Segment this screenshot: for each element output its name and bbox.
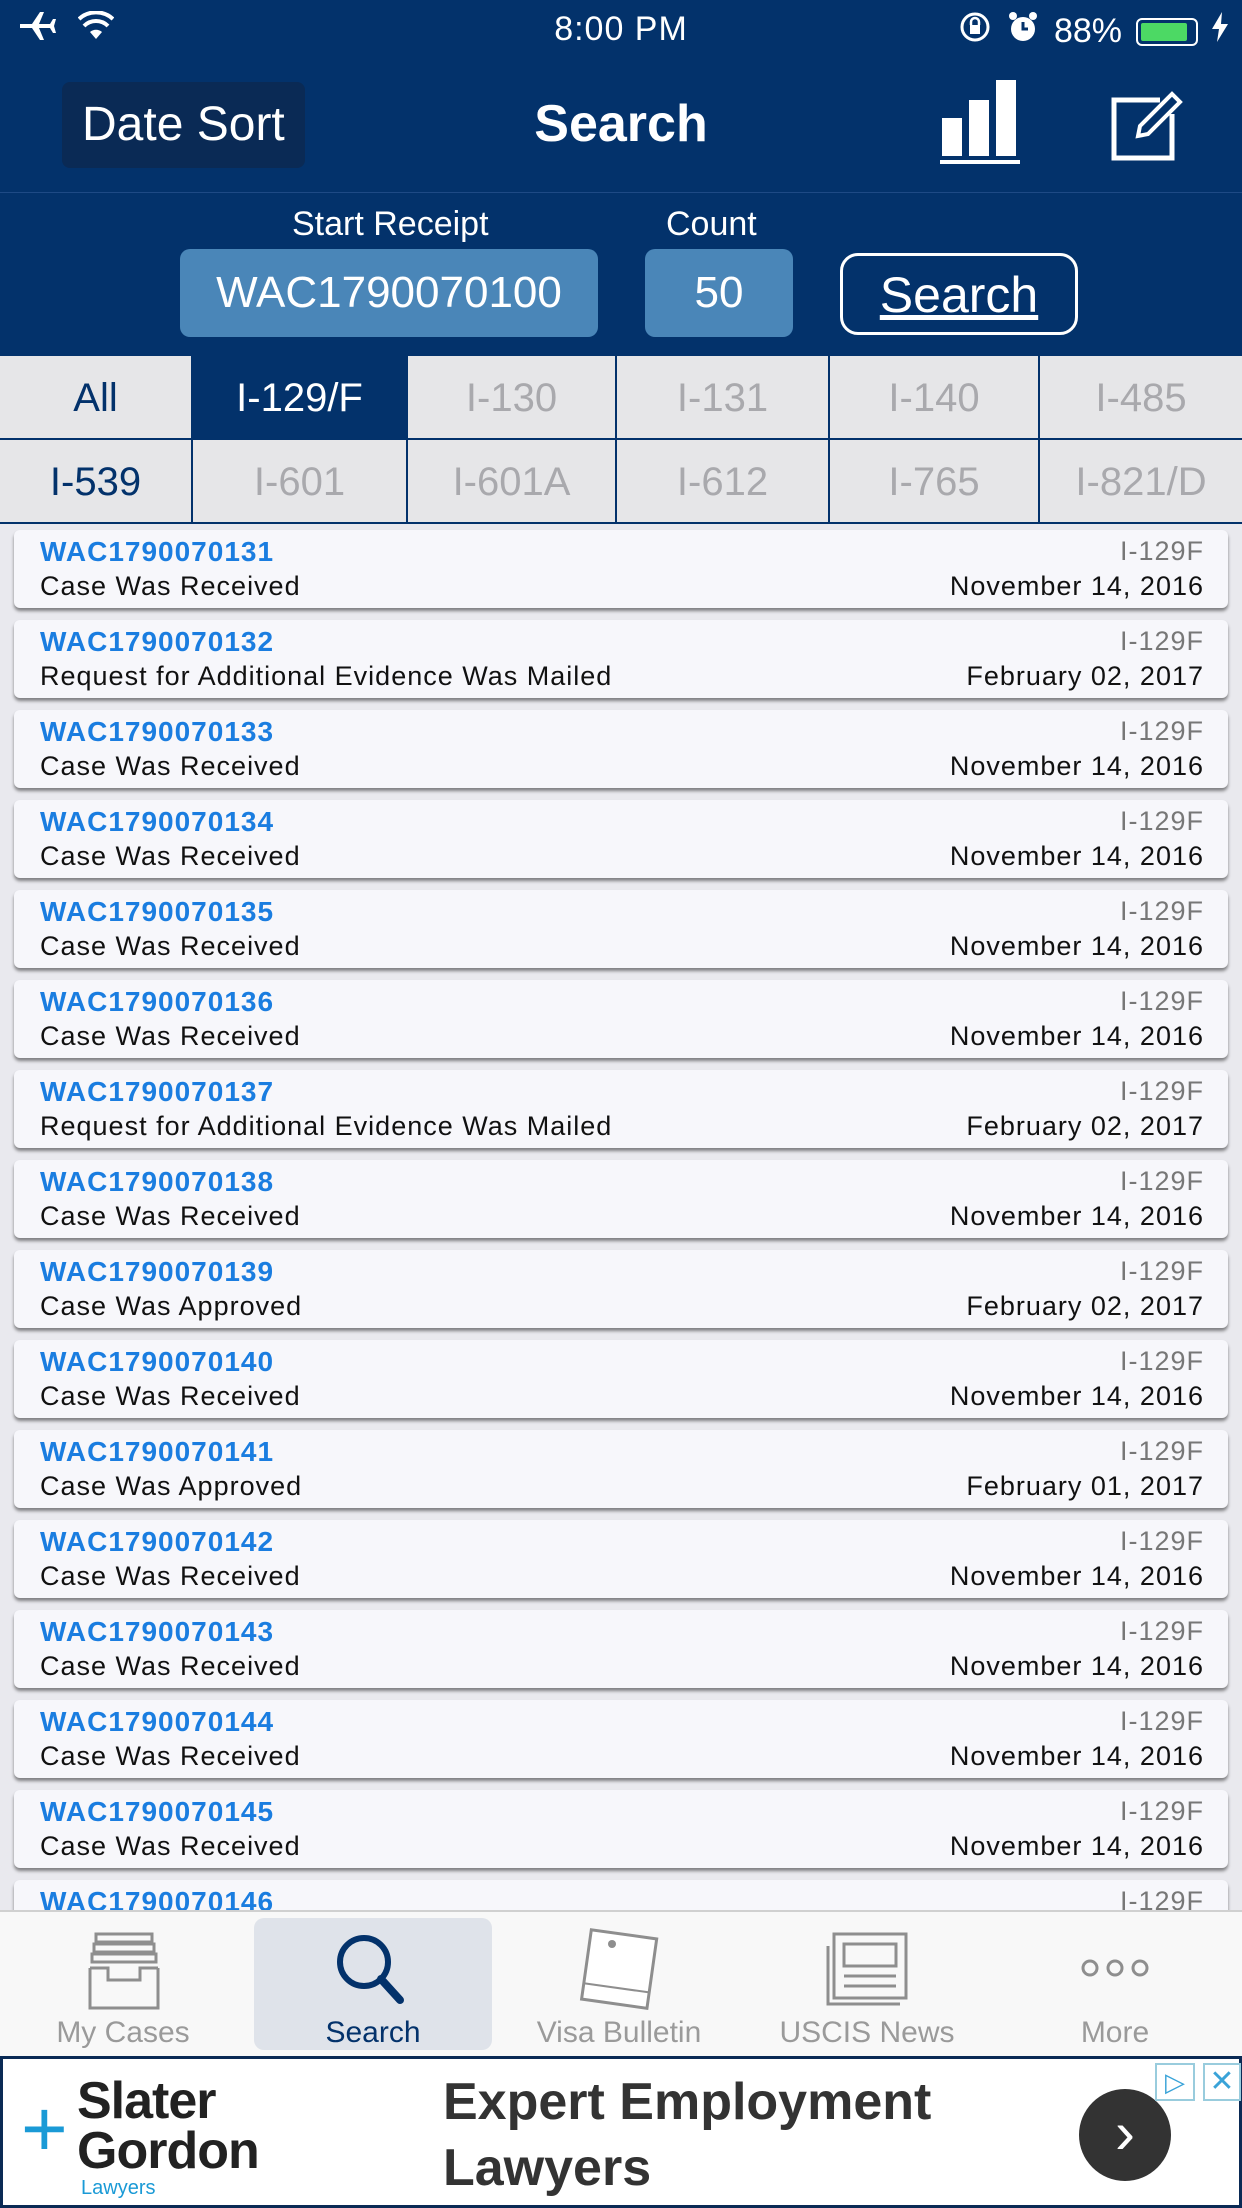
- case-form-type: I-129F: [1119, 1166, 1204, 1196]
- case-form-type: I-129F: [1119, 1256, 1204, 1286]
- ad-brand-line1: Slater: [77, 2072, 216, 2130]
- count-input[interactable]: 50: [645, 249, 793, 337]
- navigation-bar: [0, 60, 1242, 192]
- tab-i-129f[interactable]: I-129/F: [193, 356, 408, 440]
- case-row[interactable]: [14, 1520, 1228, 1598]
- case-row[interactable]: [14, 1160, 1228, 1238]
- tabbar-label: USCIS News: [779, 2016, 955, 2049]
- note-icon: [500, 1928, 738, 2012]
- tab-i-612[interactable]: I-612: [617, 440, 830, 524]
- edit-icon[interactable]: [1110, 86, 1186, 162]
- case-date: February 02, 2017: [966, 661, 1204, 691]
- tab-i-131[interactable]: I-131: [617, 356, 830, 440]
- case-form-type: I-129F: [1119, 1076, 1204, 1106]
- case-receipt-number: WAC1790070146: [40, 1886, 275, 1910]
- magnifier-icon: [254, 1928, 492, 2012]
- tabbar-label: My Cases: [56, 2016, 190, 2049]
- case-row[interactable]: [14, 800, 1228, 878]
- case-form-type: I-129F: [1119, 716, 1204, 746]
- case-row[interactable]: [14, 980, 1228, 1058]
- date-sort-button[interactable]: Date Sort: [62, 82, 305, 168]
- case-receipt-number: WAC1790070133: [40, 716, 275, 747]
- case-date: February 01, 2017: [966, 1471, 1204, 1501]
- case-status: Case Was Approved: [40, 1471, 303, 1501]
- case-date: November 14, 2016: [949, 1201, 1204, 1231]
- case-date: November 14, 2016: [949, 841, 1204, 871]
- tabbar-my-cases[interactable]: [4, 1918, 242, 2050]
- case-status: Case Was Received: [40, 1831, 301, 1861]
- rotation-lock-icon: [958, 10, 992, 53]
- case-date: November 14, 2016: [949, 751, 1204, 781]
- case-form-type: I-129F: [1119, 896, 1204, 926]
- status-time: 8:00 PM: [554, 10, 688, 48]
- case-row[interactable]: [14, 1340, 1228, 1418]
- battery-icon: [1136, 18, 1198, 46]
- adchoices-icon[interactable]: ▷: [1155, 2063, 1195, 2101]
- case-form-type: I-129F: [1119, 1796, 1204, 1826]
- start-receipt-label: Start Receipt: [292, 205, 489, 243]
- tab-i-140[interactable]: I-140: [830, 356, 1040, 440]
- case-receipt-number: WAC1790070136: [40, 986, 275, 1017]
- case-row[interactable]: [14, 1790, 1228, 1868]
- case-row[interactable]: [14, 710, 1228, 788]
- tab-i-485[interactable]: I-485: [1040, 356, 1242, 440]
- battery-percent: 88%: [1053, 12, 1122, 50]
- alarm-icon: [1006, 10, 1040, 53]
- case-status: Request for Additional Evidence Was Mailed: [40, 1111, 613, 1141]
- close-icon[interactable]: ✕: [1203, 2063, 1241, 2101]
- case-date: November 14, 2016: [949, 1651, 1204, 1681]
- case-list[interactable]: [0, 526, 1242, 1910]
- case-receipt-number: WAC1790070132: [40, 626, 275, 657]
- case-row[interactable]: [14, 1880, 1228, 1910]
- case-status: Case Was Received: [40, 1201, 301, 1231]
- case-status: Case Was Received: [40, 1561, 301, 1591]
- tabbar-label: Search: [325, 2016, 421, 2049]
- case-row[interactable]: [14, 890, 1228, 968]
- tab-i-601[interactable]: I-601: [193, 440, 408, 524]
- case-status: Case Was Received: [40, 751, 301, 781]
- case-form-type: I-129F: [1119, 1526, 1204, 1556]
- case-receipt-number: WAC1790070140: [40, 1346, 275, 1377]
- bar-chart-icon[interactable]: [940, 78, 1020, 164]
- case-status: Case Was Received: [40, 1021, 301, 1051]
- case-form-type: I-129F: [1119, 1436, 1204, 1466]
- inbox-tray-icon: [4, 1928, 242, 2012]
- case-date: November 14, 2016: [949, 1021, 1204, 1051]
- case-status: Case Was Received: [40, 931, 301, 961]
- case-status: Case Was Received: [40, 841, 301, 871]
- case-form-type: I-129F: [1119, 1706, 1204, 1736]
- case-receipt-number: WAC1790070144: [40, 1706, 275, 1737]
- case-form-type: I-129F: [1119, 806, 1204, 836]
- case-receipt-number: WAC1790070135: [40, 896, 275, 927]
- case-receipt-number: WAC1790070145: [40, 1796, 275, 1827]
- case-receipt-number: WAC1790070138: [40, 1166, 275, 1197]
- case-receipt-number: WAC1790070141: [40, 1436, 275, 1467]
- newspaper-icon: [748, 1928, 986, 2012]
- case-date: November 14, 2016: [949, 571, 1204, 601]
- tabbar-more[interactable]: [996, 1918, 1234, 2050]
- bottom-tab-bar: [0, 1910, 1242, 2056]
- chevron-right-icon[interactable]: ›: [1079, 2089, 1171, 2181]
- case-form-type: I-129F: [1119, 626, 1204, 656]
- case-receipt-number: WAC1790070134: [40, 806, 275, 837]
- case-row[interactable]: [14, 1700, 1228, 1778]
- case-form-type: I-129F: [1119, 986, 1204, 1016]
- case-row[interactable]: [14, 620, 1228, 698]
- case-form-type: I-129F: [1119, 536, 1204, 566]
- ad-brand-line2: Gordon: [77, 2122, 259, 2180]
- tabbar-label: More: [1080, 2016, 1150, 2049]
- case-form-type: I-129F: [1119, 1886, 1204, 1910]
- case-form-type: I-129F: [1119, 1616, 1204, 1646]
- tab-i-130[interactable]: I-130: [408, 356, 617, 440]
- case-row[interactable]: [14, 530, 1228, 608]
- case-date: November 14, 2016: [949, 1831, 1204, 1861]
- case-receipt-number: WAC1790070131: [40, 536, 275, 567]
- case-row[interactable]: [14, 1610, 1228, 1688]
- case-date: February 02, 2017: [966, 1291, 1204, 1321]
- case-form-type: I-129F: [1119, 1346, 1204, 1376]
- tab-i-765[interactable]: I-765: [830, 440, 1040, 524]
- case-status: Case Was Received: [40, 571, 301, 601]
- case-row[interactable]: [14, 1250, 1228, 1328]
- case-status: Case Was Received: [40, 1651, 301, 1681]
- case-status: Request for Additional Evidence Was Mailed: [40, 661, 613, 691]
- case-receipt-number: WAC1790070143: [40, 1616, 275, 1647]
- case-date: November 14, 2016: [949, 931, 1204, 961]
- tabbar-uscis-news[interactable]: [748, 1918, 986, 2050]
- case-date: November 14, 2016: [949, 1561, 1204, 1591]
- form-type-tabs: [0, 356, 1242, 524]
- tabbar-label: Visa Bulletin: [536, 2016, 702, 2049]
- case-row[interactable]: [14, 1430, 1228, 1508]
- tab-all[interactable]: All: [0, 356, 193, 440]
- case-status: Case Was Received: [40, 1741, 301, 1771]
- charging-bolt-icon: [1212, 12, 1228, 51]
- case-date: February 02, 2017: [966, 1111, 1204, 1141]
- page-title: Search: [534, 95, 708, 153]
- ad-banner[interactable]: [0, 2056, 1242, 2208]
- plus-logo-icon: +: [21, 2084, 68, 2173]
- case-status: Case Was Received: [40, 1381, 301, 1411]
- case-date: November 14, 2016: [949, 1381, 1204, 1411]
- ad-headline: Expert Employment Lawyers: [443, 2073, 932, 2197]
- tabbar-visa-bulletin[interactable]: [500, 1918, 738, 2050]
- case-receipt-number: WAC1790070139: [40, 1256, 275, 1287]
- tab-i-601a[interactable]: I-601A: [408, 440, 617, 524]
- case-status: Case Was Approved: [40, 1291, 303, 1321]
- tab-i-821d[interactable]: I-821/D: [1040, 440, 1242, 524]
- case-date: November 14, 2016: [949, 1741, 1204, 1771]
- more-dots-icon: [996, 1928, 1234, 2012]
- tabbar-search[interactable]: [254, 1918, 492, 2050]
- search-form: [0, 192, 1242, 356]
- case-receipt-number: WAC1790070137: [40, 1076, 275, 1107]
- tab-i-539[interactable]: I-539: [0, 440, 193, 524]
- start-receipt-input[interactable]: WAC1790070100: [180, 249, 598, 337]
- ad-brand-line3: Lawyers: [81, 2177, 156, 2199]
- status-bar: [0, 0, 1242, 60]
- search-button[interactable]: Search: [840, 253, 1078, 335]
- case-receipt-number: WAC1790070142: [40, 1526, 275, 1557]
- case-row[interactable]: [14, 1070, 1228, 1148]
- count-label: Count: [666, 205, 757, 243]
